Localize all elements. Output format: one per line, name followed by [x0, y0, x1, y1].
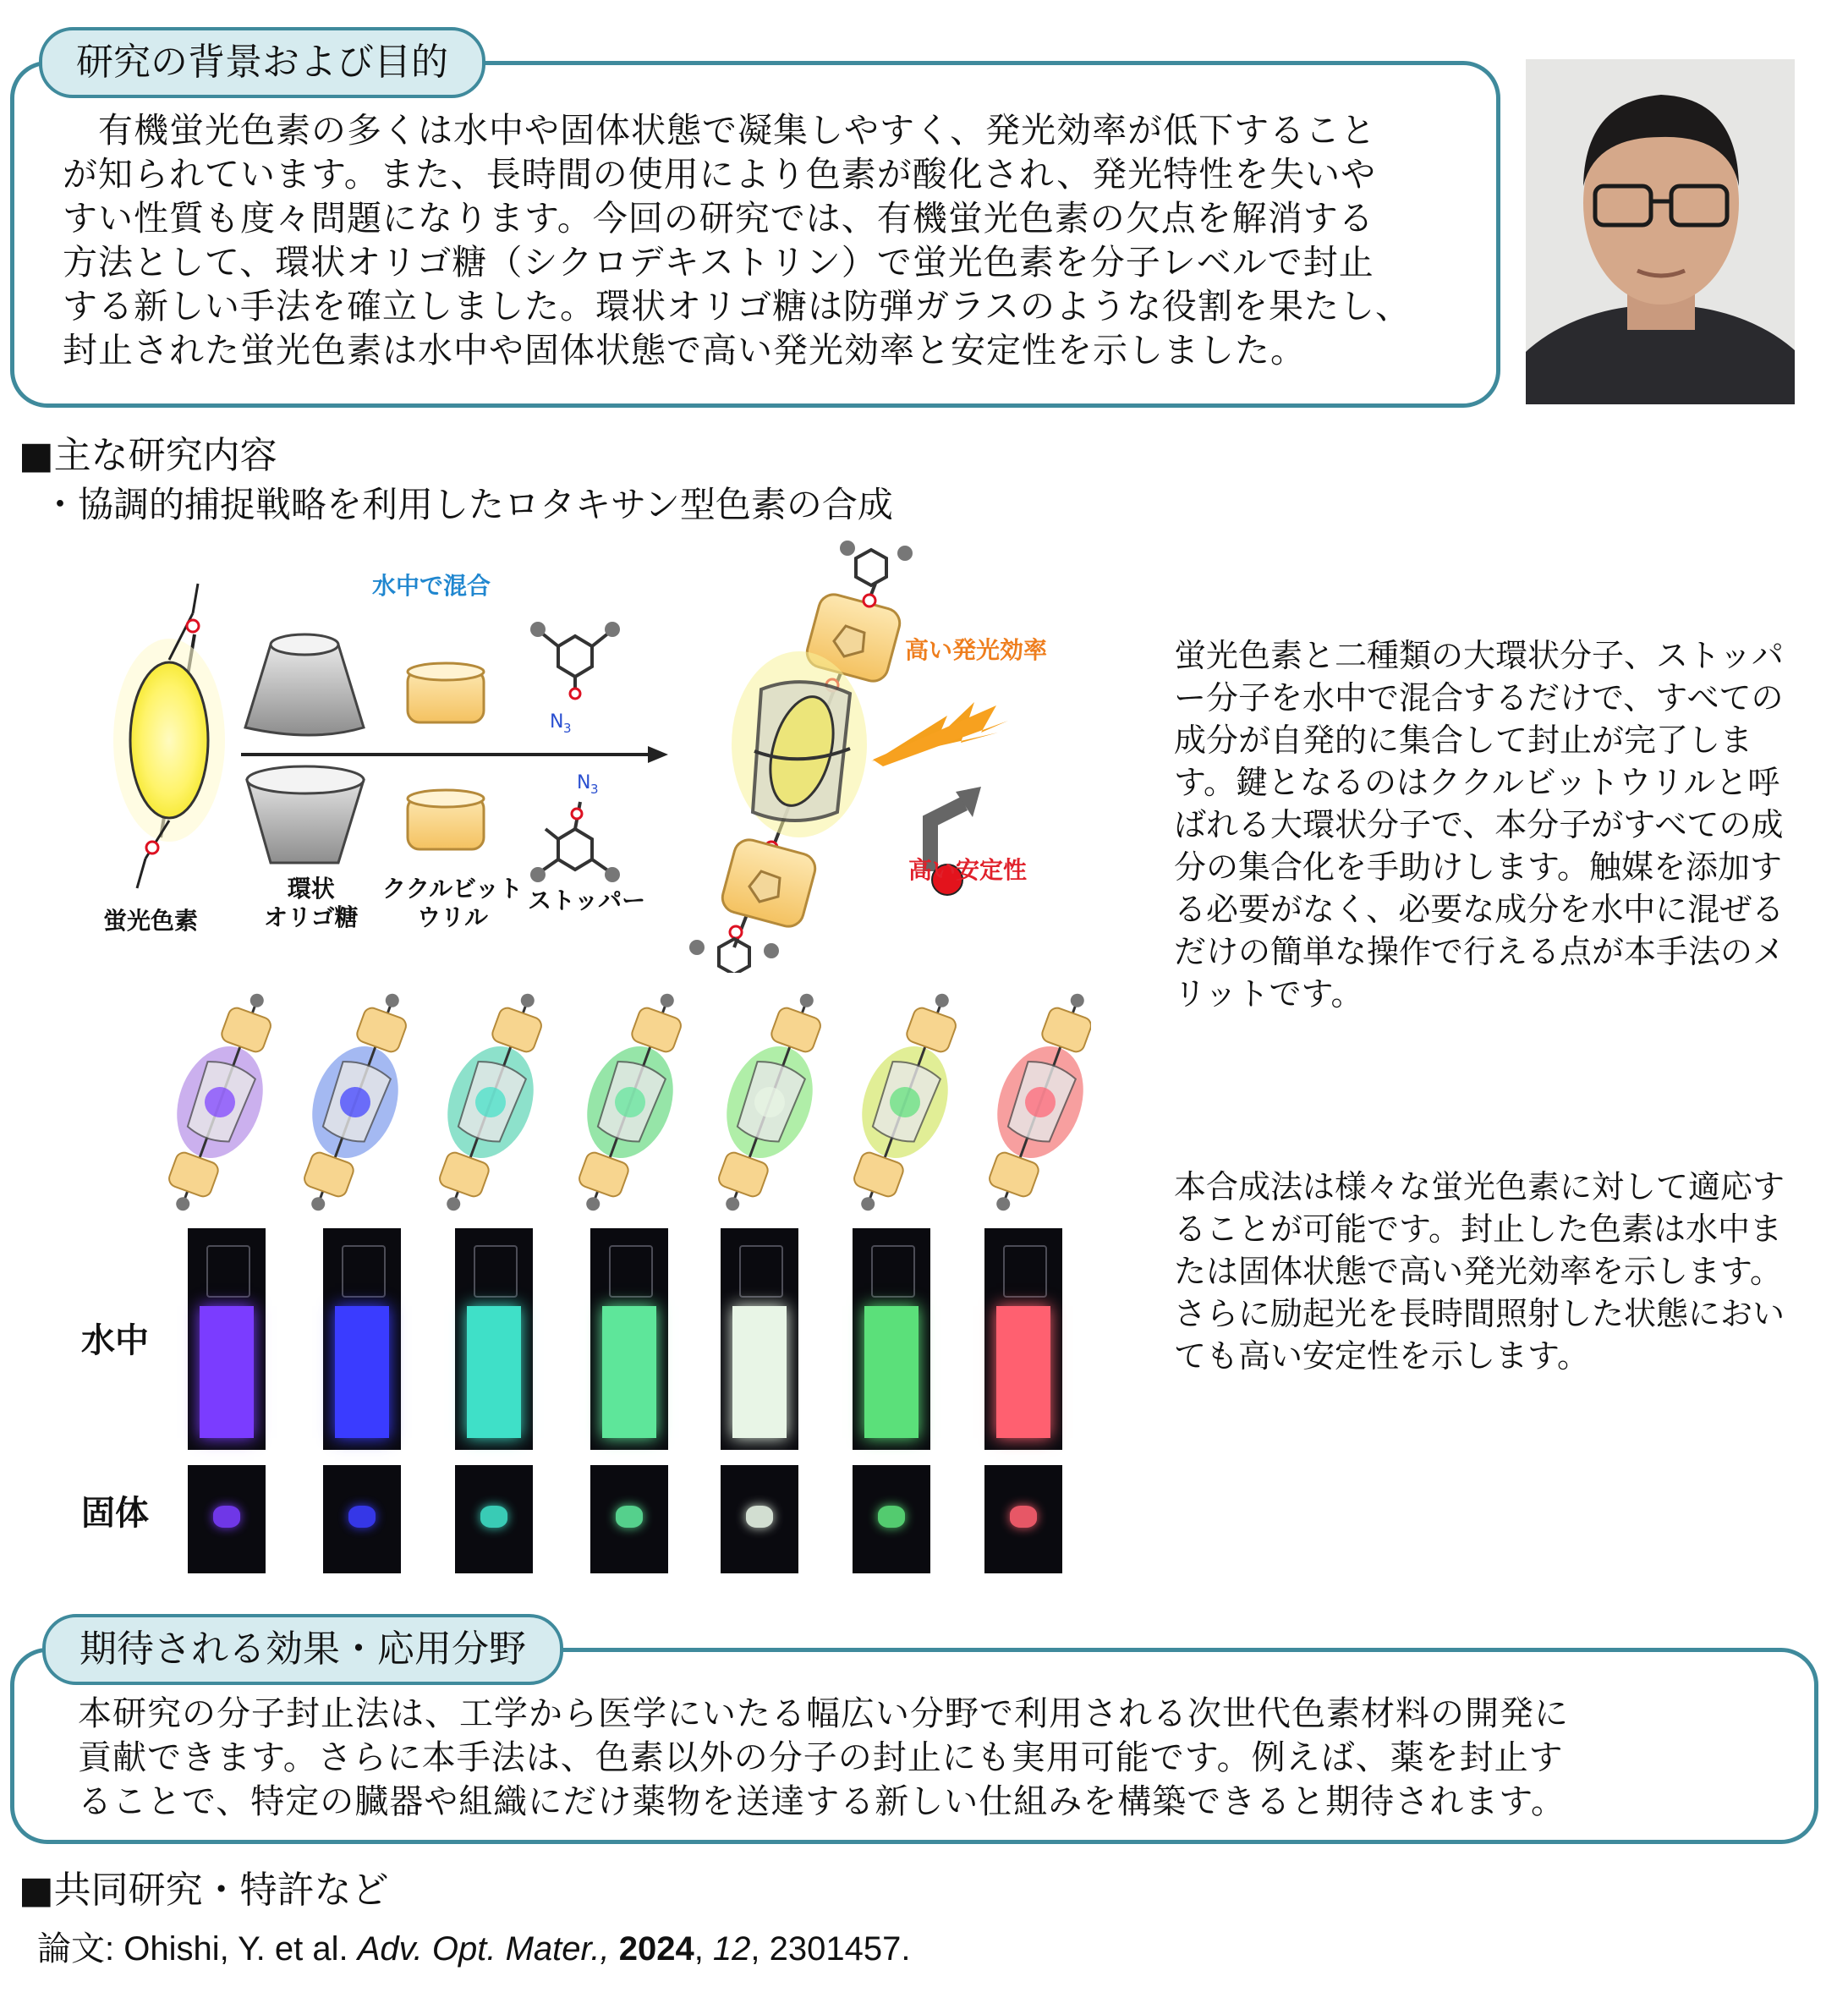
- background-title: 研究の背景および目的: [39, 27, 485, 98]
- reference-volume: 12: [712, 1930, 751, 1968]
- rotaxane-variant: [413, 988, 568, 1216]
- effects-line: 貢献できます。さらに本手法は、色素以外の分子の封止にも実用可能です。例えば、薬を封止す: [78, 1738, 1564, 1777]
- reference-prefix: 論文:: [37, 1930, 124, 1968]
- effects-line: 本研究の分子封止法は、工学から医学にいたる幅広い分野で利用される次世代色素材料の開発に: [78, 1694, 1569, 1733]
- cucurbituril-label-line: ククルビット: [382, 875, 524, 903]
- researcher-photo: [1526, 59, 1795, 404]
- high-stability-label: 高い安定性: [908, 856, 1028, 884]
- cyclodextrin-label: [264, 875, 358, 932]
- main-bullet: ・協調的捕捉戦略を利用したロタキサン型色素の合成: [42, 484, 893, 525]
- solid-sample: [455, 1465, 533, 1573]
- cyclodextrin-label-line: オリゴ糖: [264, 903, 359, 931]
- azide-label: N: [577, 772, 591, 793]
- water-vial: [721, 1228, 798, 1450]
- water-vial: [323, 1228, 401, 1450]
- rotaxane-variant: [277, 988, 432, 1216]
- background-line: する新しい手法を確立しました。環状オリゴ糖は防弾ガラスのような役割を果たし、: [63, 286, 1411, 327]
- effects-line: ることで、特定の臓器や組織にだけ薬物を送達する新しい仕組みを構築できると期待されます。: [78, 1782, 1566, 1821]
- rotaxane-variant: [161, 988, 298, 1216]
- background-text: [63, 108, 1500, 372]
- background-line: すい性質も度々問題になります。今回の研究では、有機蛍光色素の欠点を解消する: [63, 198, 1374, 239]
- background-line: が知られています。また、長時間の使用により色素が酸化され、発光特性を失いや: [63, 154, 1377, 195]
- rotaxane-variants: [161, 988, 1091, 1216]
- stopper-label: ストッパー: [528, 886, 646, 914]
- rotaxane-variant: [827, 988, 982, 1216]
- solid-row-label: 固体: [81, 1494, 149, 1533]
- solid-sample: [984, 1465, 1062, 1573]
- solid-sample: [323, 1465, 401, 1573]
- water-row-label: 水中: [81, 1321, 149, 1360]
- solid-sample: [853, 1465, 930, 1573]
- reference-pages: , 2301457.: [750, 1930, 911, 1968]
- azide-sub: 3: [590, 782, 599, 797]
- effects-text: [78, 1692, 1803, 1824]
- reference-year: 2024: [618, 1930, 694, 1968]
- water-vial: [590, 1228, 668, 1450]
- collab-heading: ■共同研究・特許など: [19, 1869, 389, 1912]
- reference-journal: Adv. Opt. Mater.,: [357, 1930, 610, 1968]
- azide-label: N: [550, 711, 564, 733]
- water-vial: [853, 1228, 930, 1450]
- dye-label: 蛍光色素: [103, 907, 199, 935]
- mix-label: 水中で混合: [372, 572, 491, 600]
- reference: 論文: Ohishi, Y. et al. Adv. Opt. Mater., 2024, 12, 2301457.: [37, 1930, 911, 1968]
- water-vial: [455, 1228, 533, 1450]
- cucurbituril-label: [382, 875, 523, 932]
- reference-authors: Ohishi, Y. et al.: [123, 1930, 358, 1968]
- solid-sample: [188, 1465, 266, 1573]
- effects-title: 期待される効果・応用分野: [42, 1614, 563, 1685]
- solid-sample: [721, 1465, 798, 1573]
- rotaxane-variant: [552, 988, 707, 1216]
- side-text-1: 蛍光色素と二種類の大環状分子、ストッパー分子を水中で混合するだけで、すべての成分が自発的に集合して封止が完了します。鍵となるのはククルビットウリルと呼ばれる大環状分子で、本分子がすべての成分の集合化を手助けします。触媒を添加する必要がなく、必要な成分を水中に混ぜるだけの簡単な操作で行える点が本手法のメリットです。: [1174, 637, 1785, 1013]
- cyclodextrin-label-line: 環状: [287, 875, 335, 903]
- high-efficiency-label: 高い発光効率: [905, 636, 1048, 664]
- background-line: 方法として、環状オリゴ糖（シクロデキストリン）で蛍光色素を分子レベルで封止: [63, 242, 1374, 283]
- background-line: 有機蛍光色素の多くは水中や固体状態で凝集しやすく、発光効率が低下すること: [63, 110, 1377, 151]
- main-heading: ■主な研究内容: [19, 434, 277, 477]
- rotaxane-variant: [962, 988, 1091, 1216]
- water-vial: [188, 1228, 266, 1450]
- solid-sample: [590, 1465, 668, 1573]
- cucurbituril-label-line: ウリル: [417, 903, 489, 931]
- rotaxane-variant: [692, 988, 847, 1216]
- azide-sub: 3: [563, 721, 572, 736]
- water-vial: [984, 1228, 1062, 1450]
- background-line: 封止された蛍光色素は水中や固体状態で高い発光効率と安定性を示しました。: [63, 330, 1306, 371]
- side-text-2: 本合成法は様々な蛍光色素に対して適応することが可能です。封止した色素は水中または固体状態で高い発光効率を示します。さらに励起光を長時間照射した状態においても高い安定性を示します。: [1174, 1168, 1785, 1375]
